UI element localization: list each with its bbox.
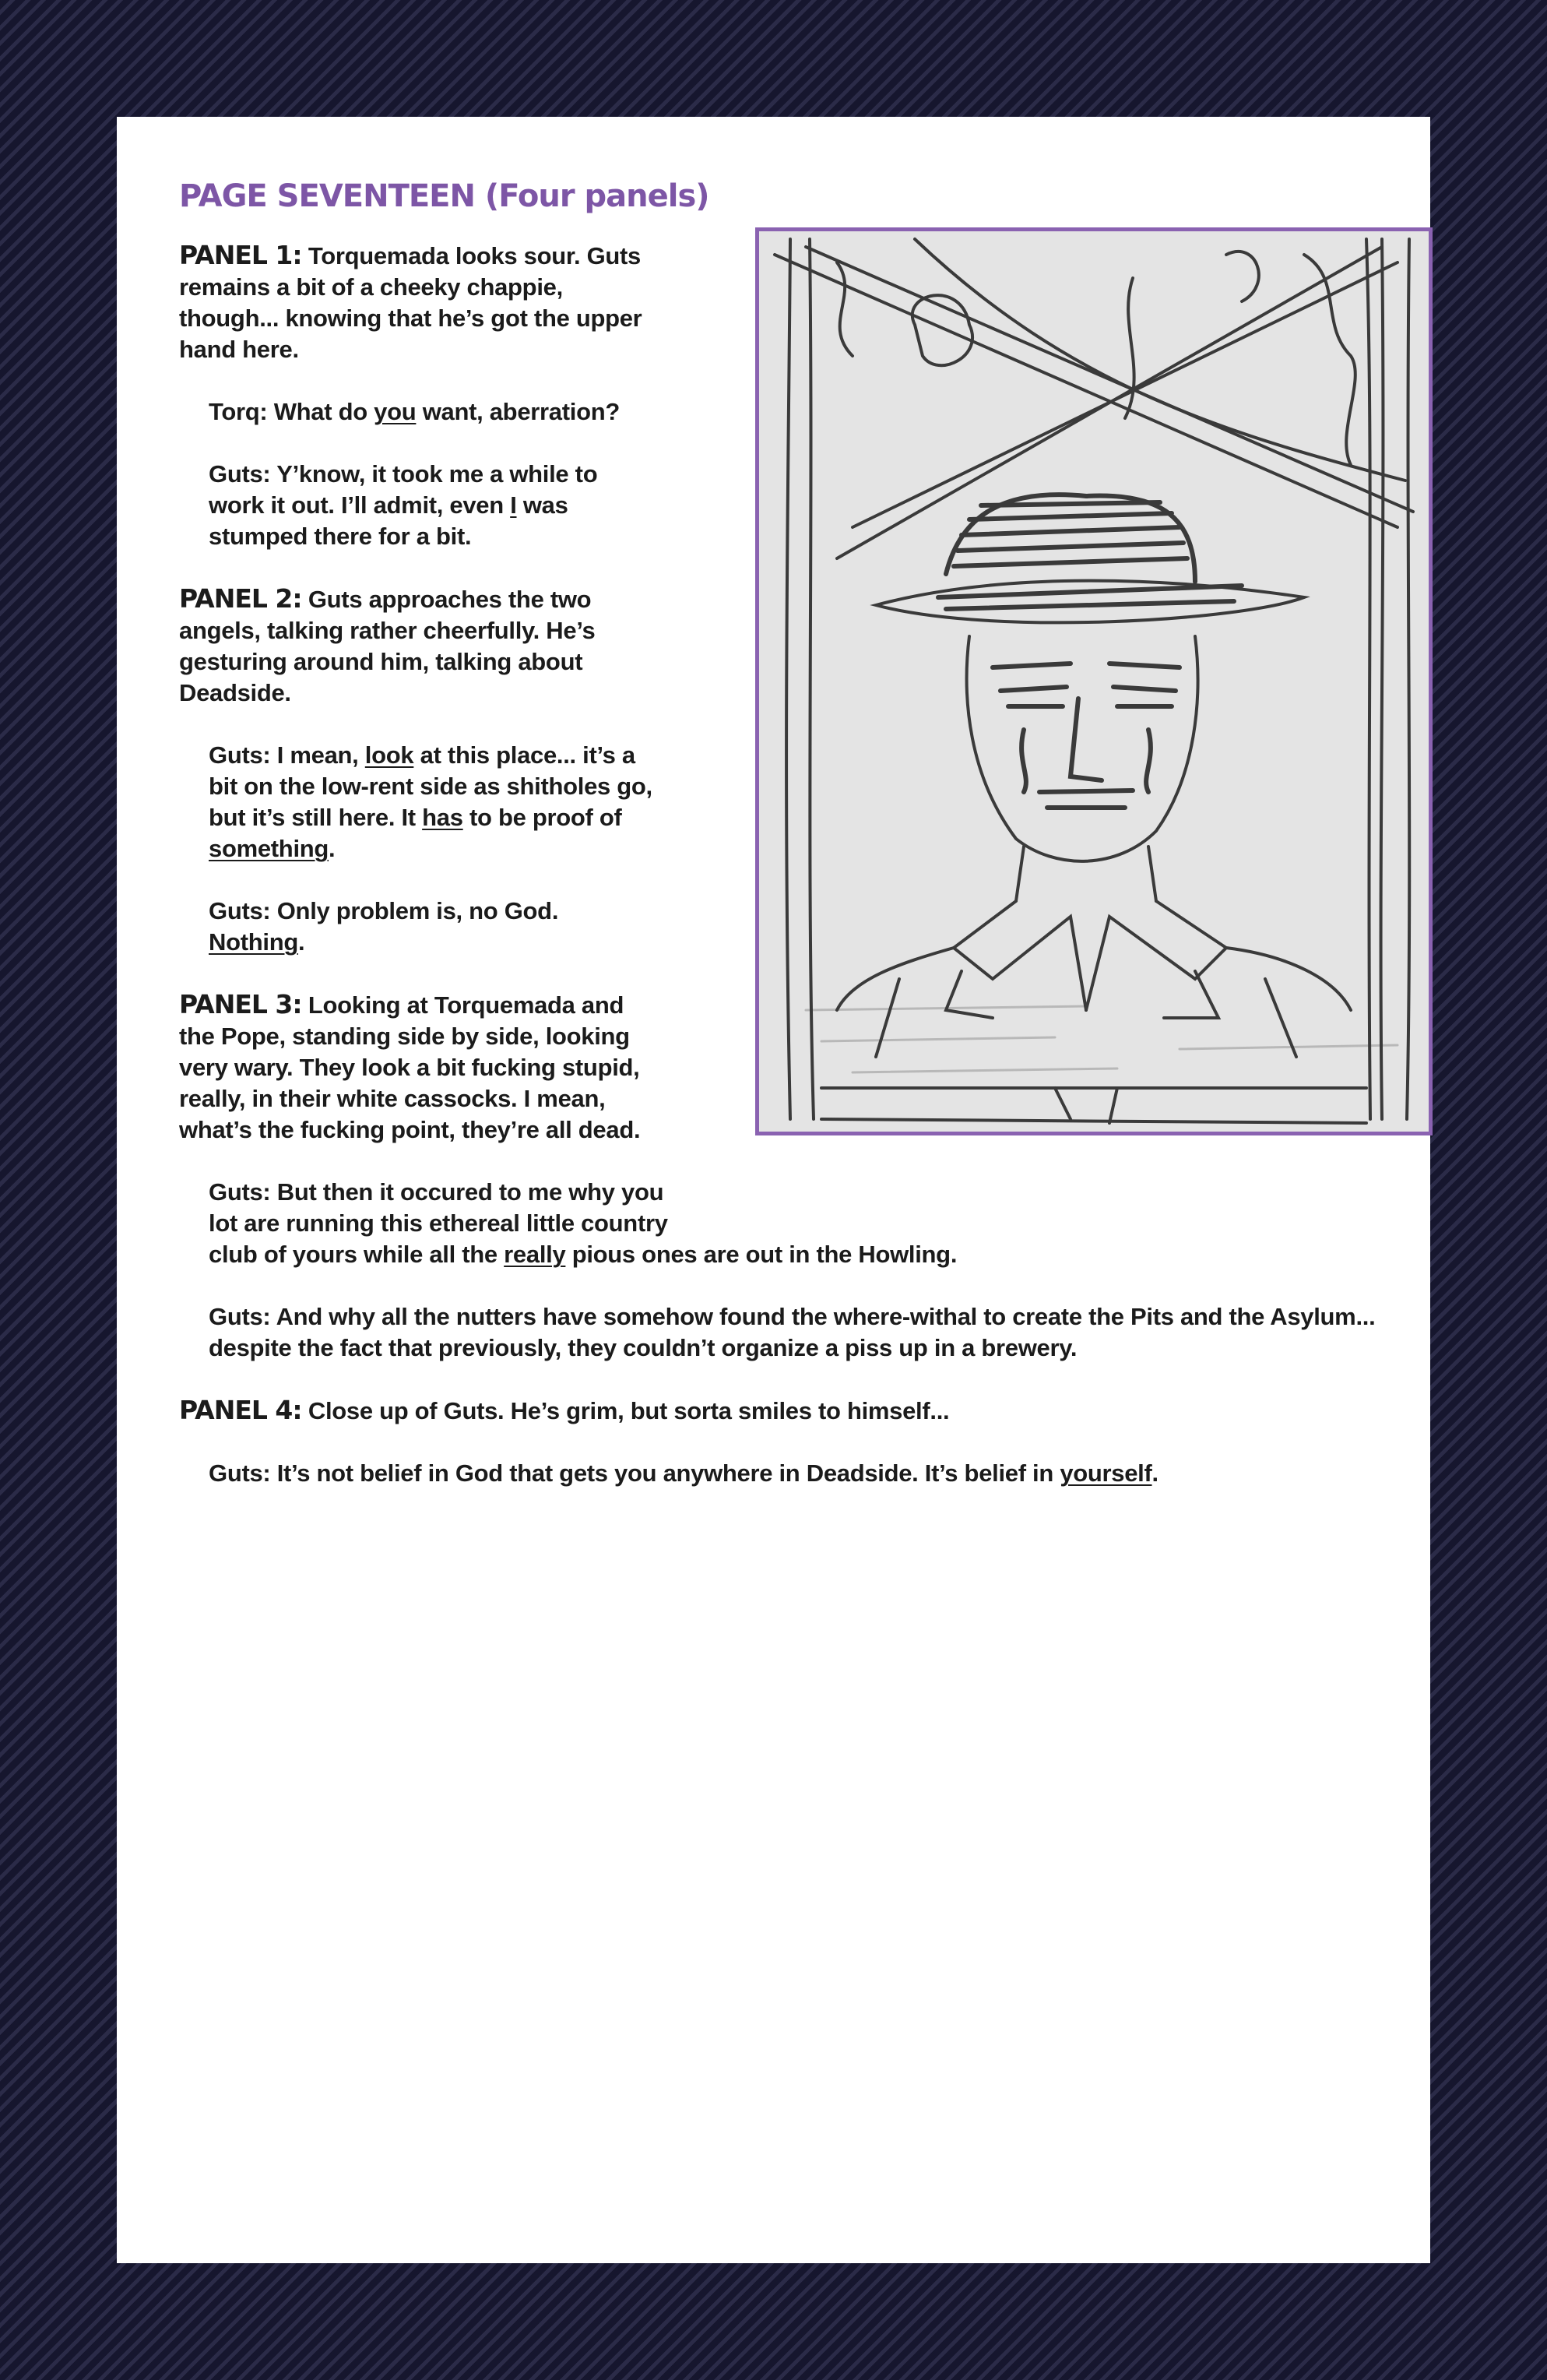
panel-1-label: PANEL 1: (179, 240, 302, 270)
dialog-text: . (329, 835, 336, 862)
dialog-text: want, aberration? (416, 398, 620, 425)
dialog-text: . (1151, 1459, 1158, 1487)
dialog-underlined: I (510, 491, 517, 519)
dialog-text: Guts: Only problem is, no God. (209, 897, 559, 924)
dialog-text: was stumped there for a bit. (209, 491, 568, 550)
panel-3-description (179, 989, 654, 1146)
dialog-text: Guts: It’s not belief in God that gets you anywhere in Deadside. It’s belief in (209, 1459, 1060, 1487)
dialog-line: Guts: But then it occured to me why you (209, 1178, 664, 1206)
panel-3-label: PANEL 3: (179, 989, 302, 1019)
panel-2-description (179, 583, 654, 709)
dialog-text: . (297, 928, 305, 956)
dialog-underlined: has (422, 804, 463, 831)
dialog-text: at this place... it’s a bit on the low-rent side as shitholes go, but it’s still here. It (209, 741, 652, 831)
panel-1-text: Torquemada looks sour. Guts remains a bit of a cheeky chappie, though... knowing that he’s got the upper hand here. (179, 242, 642, 363)
dialog-line (209, 1239, 1394, 1270)
dialog-underlined: yourself (1060, 1459, 1152, 1487)
dialog-underlined: really (504, 1241, 566, 1268)
dialog-text: Torq: What do (209, 398, 374, 425)
panel-3-text: Looking at Torquemada and the Pope, standing side by side, looking very wary. They look a bit fucking stupid, really, in their white cassocks. I mean, what’s the fucking point, they’re all dead. (179, 991, 641, 1143)
panel-4-dialog-1 (209, 1458, 1394, 1489)
dialog-underlined: something (209, 835, 329, 862)
dialog-underlined: Nothing (209, 928, 298, 956)
page-title: PAGE SEVENTEEN (Four panels) (179, 178, 709, 214)
panel-1-dialog-2 (209, 459, 654, 552)
pencil-sketch-image (755, 227, 1433, 1135)
panel-2-text: Guts approaches the two angels, talking rather cheerfully. He’s gesturing around him, talking about Deadside. (179, 586, 596, 706)
panel-3-dialog-1 (209, 1177, 1394, 1270)
dialog-text: Guts: Y’know, it took me a while to work it out. I’ll admit, even (209, 460, 598, 519)
panel-2-label: PANEL 2: (179, 583, 302, 614)
panel-1-description (179, 240, 654, 365)
panel-2-dialog-1 (209, 740, 654, 864)
panel-4-text: Close up of Guts. He’s grim, but sorta smiles to himself... (301, 1397, 950, 1424)
dialog-text: Guts: I mean, (209, 741, 365, 769)
sketch-drawing (759, 231, 1429, 1132)
dialog-line: despite the fact that previously, they couldn’t organize a piss up in a brewery. (209, 1334, 1078, 1361)
script-content (179, 171, 1394, 1520)
panel-3-dialog-2 (209, 1301, 1394, 1364)
dialog-underlined: you (374, 398, 417, 425)
panel-4-label: PANEL 4: (179, 1395, 302, 1425)
panel-1-dialog-1 (209, 396, 654, 428)
dialog-text: pious ones are out in the Howling. (565, 1241, 958, 1268)
dialog-text: to be proof of (462, 804, 622, 831)
script-page (117, 117, 1430, 2263)
dialog-text: club of yours while all the (209, 1241, 505, 1268)
panel-2-dialog-2 (209, 896, 654, 958)
dialog-line: Guts: And why all the nutters have somehow found the where-withal to create the Pits and the Asylum... (209, 1303, 1376, 1330)
dialog-underlined: look (364, 741, 414, 769)
panel-4-description (179, 1395, 1394, 1427)
dialog-line: lot are running this ethereal little country (209, 1209, 668, 1237)
